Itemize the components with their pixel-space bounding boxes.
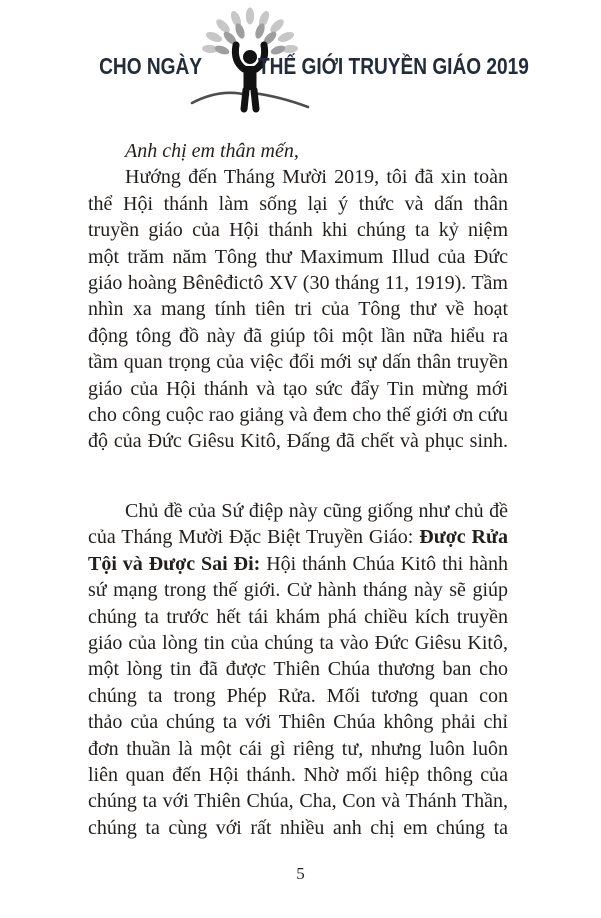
text-line [88, 656, 508, 682]
text-line [88, 376, 508, 402]
text-line [88, 296, 508, 322]
leaf-crown [202, 8, 299, 57]
paragraph [88, 498, 508, 841]
text-line [88, 815, 508, 841]
text-segment: truyền giáo của Hội thánh khi chúng ta kỷ niệm [88, 219, 508, 242]
text-segment: Chủ đề của Sứ điệp này cũng giống như chủ đề [125, 499, 508, 522]
paragraphs-container [88, 164, 508, 841]
text-segment: Hướng đến Tháng Mười 2019, tôi đã xin toàn [125, 166, 508, 189]
text-segment: chúng ta cùng với rất nhiều anh chị em chúng ta [88, 816, 508, 839]
text-line [88, 788, 508, 814]
text-line [88, 164, 508, 190]
text-segment: Hội thánh Chúa Kitô thi hành [260, 552, 508, 575]
swoosh-right [252, 93, 308, 107]
text-line [88, 709, 508, 735]
text-line [88, 402, 508, 428]
paragraph [88, 164, 508, 454]
header-right-text: THẾ GIỚI TRUYỀN GIÁO 2019 [258, 53, 529, 79]
page-header [0, 0, 601, 120]
text-segment: một lòng tin đã được Thiên Chúa thương ban cho [88, 658, 508, 681]
text-segment: chúng ta trong Phép Rửa. Mối tương quan con [88, 684, 508, 707]
greeting-line: Anh chị em thân mến, [125, 140, 299, 162]
text-line [88, 191, 508, 217]
text-line [88, 736, 508, 762]
text-segment: động tông đồ này đã giúp tôi một lần nữa hiểu ra [88, 324, 508, 347]
text-segment: chúng ta trước hết tái khám phá chiều kích truyền [88, 605, 508, 628]
page-number: 5 [296, 864, 305, 883]
text-segment: chúng ta với Thiên Chúa, Cha, Con và Thánh Thần, [88, 790, 508, 813]
text-segment: đơn thuần là một cái gì riêng tư, nhưng luôn luôn [88, 737, 508, 760]
text-line [88, 217, 508, 243]
text-segment: liên quan đến Hội thánh. Nhờ mối hiệp thông của [88, 763, 508, 786]
text-segment: một trăm năm Tông thư Maximum Illud của Đức [88, 245, 508, 268]
text-segment: giáo của Hội thánh và tạo sức đẩy Tin mừng mới [88, 377, 508, 400]
text-segment: tầm quan trọng của việc đổi mới sự dấn thân truyền [88, 351, 508, 374]
text-line [88, 604, 508, 630]
swoosh-left [192, 93, 248, 103]
text-line [88, 683, 508, 709]
text-segment: nhìn xa mang tính tiên tri của Tông thư về hoạt [88, 298, 508, 321]
body-text [88, 138, 508, 841]
text-line [88, 323, 508, 349]
bold-text-segment: Được Rửa [419, 526, 508, 549]
text-segment: sứ mạng trong thế giới. Cử hành tháng này sẽ giúp [88, 579, 508, 602]
text-line [88, 498, 508, 524]
text-segment: giáo hoàng Bênêđictô XV (30 tháng 11, 1919). Tầm [88, 272, 508, 295]
text-segment: giáo của lòng tin của chúng ta vào Đức Giêsu Kitô, [88, 631, 508, 654]
text-segment: thể Hội thánh làm sống lại ý thức và dấn thân [88, 192, 508, 215]
text-line [88, 524, 508, 550]
text-line [88, 428, 508, 454]
text-line [88, 270, 508, 296]
text-line [88, 349, 508, 375]
text-line [88, 630, 508, 656]
text-line [88, 244, 508, 270]
text-line [88, 762, 508, 788]
text-segment: thảo của chúng ta với Thiên Chúa không phải chỉ [88, 711, 508, 734]
header-left-text: CHO NGÀY [99, 53, 202, 79]
bold-text-segment: Tội và Được Sai Đi: [88, 552, 261, 575]
text-segment: độ của Đức Giêsu Kitô, Đấng đã chết và phục sinh. [88, 430, 508, 453]
text-segment: của Tháng Mười Đặc Biệt Truyền Giáo: [88, 526, 420, 549]
text-segment: cho công cuộc rao giảng và đem cho thế giới ơn cứu [88, 404, 508, 427]
text-line [88, 551, 508, 577]
text-line [88, 577, 508, 603]
